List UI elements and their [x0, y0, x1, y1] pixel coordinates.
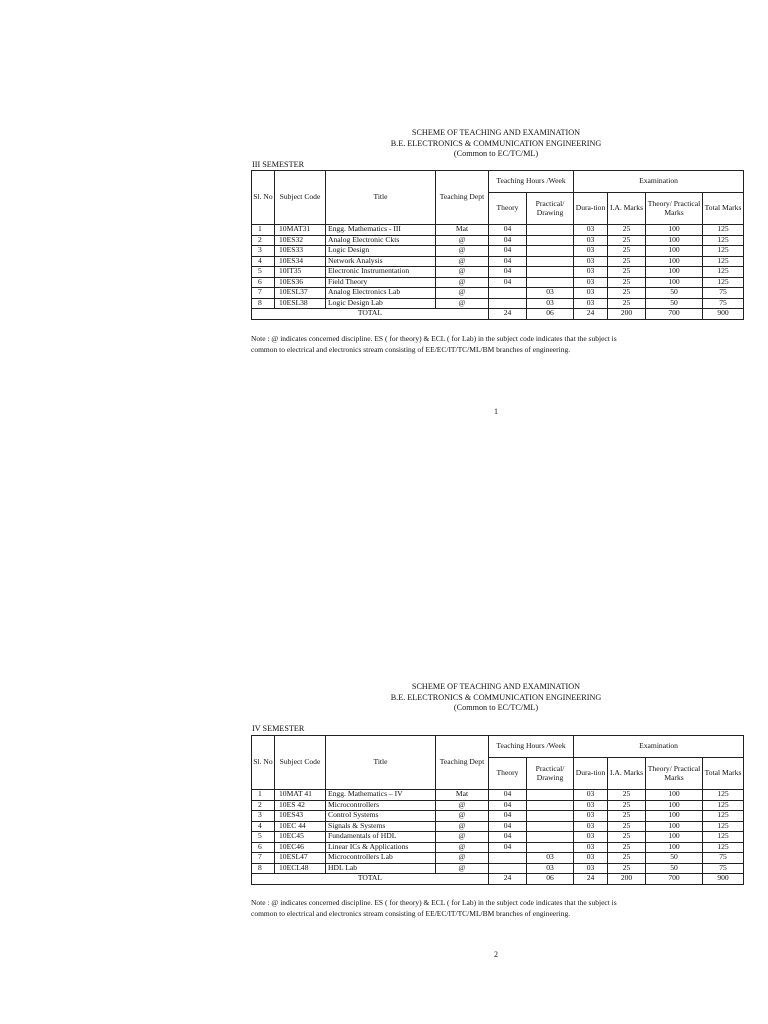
cell-duration: 03: [574, 235, 608, 246]
cell-theory-practical-marks: 100: [646, 277, 703, 288]
cell-theory-hours: 04: [489, 800, 527, 811]
cell-ia-marks: 25: [608, 225, 646, 236]
cell-title: Logic Design: [326, 246, 436, 257]
cell-title: Engg. Mathematics - III: [326, 225, 436, 236]
cell-theory-practical-marks: 50: [646, 853, 703, 864]
cell-teaching-dept: Mat: [436, 225, 489, 236]
cell-teaching-dept: @: [436, 288, 489, 299]
total-practical: 06: [527, 874, 574, 885]
cell-teaching-dept: @: [436, 235, 489, 246]
cell-theory-hours: 04: [489, 790, 527, 801]
cell-theory-hours: 04: [489, 832, 527, 843]
scheme-heading: [250, 682, 742, 714]
total-theory: 24: [489, 309, 527, 320]
cell-subject-code: 10EC45: [275, 832, 326, 843]
cell-subject-code: 10ES 42: [275, 800, 326, 811]
cell-duration: 03: [574, 267, 608, 278]
cell-title: Linear ICs & Applications: [326, 842, 436, 853]
cell-teaching-dept: @: [436, 298, 489, 309]
cell-ia-marks: 25: [608, 800, 646, 811]
cell-ia-marks: 25: [608, 267, 646, 278]
cell-duration: 03: [574, 842, 608, 853]
cell-practical-hours: [527, 267, 574, 278]
cell-total-marks: 125: [703, 821, 744, 832]
cell-theory-hours: 04: [489, 225, 527, 236]
col-sl-no: Sl. No: [252, 736, 275, 790]
cell-practical-hours: [527, 790, 574, 801]
cell-duration: 03: [574, 288, 608, 299]
table-row: [252, 863, 744, 874]
cell-subject-code: 10EC46: [275, 842, 326, 853]
cell-subject-code: 10ES33: [275, 246, 326, 257]
total-ia: 200: [608, 309, 646, 320]
total-total: 900: [703, 874, 744, 885]
cell-sl-no: 6: [252, 277, 275, 288]
total-label: TOTAL: [252, 874, 489, 885]
cell-total-marks: 75: [703, 298, 744, 309]
cell-duration: 03: [574, 863, 608, 874]
col-teaching-dept: Teaching Dept: [436, 736, 489, 790]
col-ia-marks: I.A. Marks: [608, 193, 646, 225]
cell-title: Microcontrollers Lab: [326, 853, 436, 864]
cell-duration: 03: [574, 800, 608, 811]
col-theory-practical-marks: Theory/ Practical Marks: [646, 758, 703, 790]
cell-title: Analog Electronics Lab: [326, 288, 436, 299]
table-row: [252, 288, 744, 299]
heading-line-2: B.E. ELECTRONICS & COMMUNICATION ENGINEERING: [390, 138, 602, 148]
cell-theory-hours: 04: [489, 821, 527, 832]
total-duration: 24: [574, 874, 608, 885]
cell-theory-practical-marks: 50: [646, 298, 703, 309]
cell-duration: 03: [574, 225, 608, 236]
heading-line-3: (Common to EC/TC/ML): [453, 703, 539, 712]
total-ia: 200: [608, 874, 646, 885]
cell-theory-practical-marks: 50: [646, 288, 703, 299]
cell-theory-practical-marks: 100: [646, 842, 703, 853]
cell-practical-hours: [527, 811, 574, 822]
cell-total-marks: 125: [703, 842, 744, 853]
cell-total-marks: 125: [703, 256, 744, 267]
total-total: 900: [703, 309, 744, 320]
col-theory: Theory: [489, 193, 527, 225]
col-teaching-dept: Teaching Dept: [436, 171, 489, 225]
cell-subject-code: 10ES43: [275, 811, 326, 822]
cell-subject-code: 10EC 44: [275, 821, 326, 832]
cell-teaching-dept: Mat: [436, 790, 489, 801]
cell-subject-code: 10ECL48: [275, 863, 326, 874]
cell-practical-hours: [527, 235, 574, 246]
cell-subject-code: 10IT35: [275, 267, 326, 278]
table-row: [252, 267, 744, 278]
col-examination: Examination: [574, 736, 744, 758]
total-row: [252, 874, 744, 885]
total-marks: 700: [646, 874, 703, 885]
page-number: 2: [494, 950, 498, 959]
cell-sl-no: 3: [252, 246, 275, 257]
heading-line-2: B.E. ELECTRONICS & COMMUNICATION ENGINEERING: [390, 692, 602, 702]
cell-sl-no: 5: [252, 832, 275, 843]
cell-title: Fundamentals of HDL: [326, 832, 436, 843]
cell-subject-code: 10ESL37: [275, 288, 326, 299]
cell-theory-hours: 04: [489, 842, 527, 853]
cell-ia-marks: 25: [608, 832, 646, 843]
col-teaching-hours: Teaching Hours /Week: [489, 171, 574, 193]
cell-duration: 03: [574, 790, 608, 801]
cell-theory-hours: 04: [489, 235, 527, 246]
cell-theory-hours: [489, 863, 527, 874]
cell-teaching-dept: @: [436, 277, 489, 288]
cell-subject-code: 10ESL38: [275, 298, 326, 309]
cell-subject-code: 10ES32: [275, 235, 326, 246]
cell-practical-hours: 03: [527, 863, 574, 874]
total-label: TOTAL: [252, 309, 489, 320]
col-title: Title: [326, 736, 436, 790]
cell-subject-code: 10ESL47: [275, 853, 326, 864]
cell-theory-practical-marks: 100: [646, 267, 703, 278]
cell-subject-code: 10ES34: [275, 256, 326, 267]
cell-practical-hours: [527, 842, 574, 853]
table-row: [252, 235, 744, 246]
table-row: [252, 790, 744, 801]
cell-teaching-dept: @: [436, 832, 489, 843]
table-row: [252, 256, 744, 267]
cell-sl-no: 4: [252, 821, 275, 832]
cell-total-marks: 125: [703, 790, 744, 801]
cell-duration: 03: [574, 832, 608, 843]
col-duration: Dura-tion: [574, 758, 608, 790]
cell-duration: 03: [574, 811, 608, 822]
cell-theory-hours: 04: [489, 811, 527, 822]
cell-theory-practical-marks: 100: [646, 256, 703, 267]
cell-teaching-dept: @: [436, 800, 489, 811]
cell-theory-practical-marks: 100: [646, 832, 703, 843]
cell-teaching-dept: @: [436, 853, 489, 864]
total-theory: 24: [489, 874, 527, 885]
table-row: [252, 246, 744, 257]
cell-title: Electronic Instrumentation: [326, 267, 436, 278]
cell-title: Analog Electronic Ckts: [326, 235, 436, 246]
heading-line-1: SCHEME OF TEACHING AND EXAMINATION: [411, 128, 581, 137]
cell-practical-hours: [527, 821, 574, 832]
note-line-1: Note : @ indicates concerned discipline. ES ( for theory) & ECL ( for Lab) in the subject code indicates that the subject is: [251, 334, 617, 343]
cell-practical-hours: 03: [527, 288, 574, 299]
cell-sl-no: 4: [252, 256, 275, 267]
cell-teaching-dept: @: [436, 246, 489, 257]
note-line-2: common to electrical and electronics stream consisting of EE/EC/IT/TC/ML/BM branches of engineering.: [251, 909, 571, 918]
cell-title: Signals & Systems: [326, 821, 436, 832]
cell-theory-practical-marks: 100: [646, 800, 703, 811]
cell-ia-marks: 25: [608, 842, 646, 853]
col-sl-no: Sl. No: [252, 171, 275, 225]
heading-line-1: SCHEME OF TEACHING AND EXAMINATION: [411, 682, 581, 691]
cell-ia-marks: 25: [608, 298, 646, 309]
scheme-table: [251, 170, 744, 320]
total-duration: 24: [574, 309, 608, 320]
cell-theory-hours: 04: [489, 246, 527, 257]
note-line-1: Note : @ indicates concerned discipline. ES ( for theory) & ECL ( for Lab) in the subject code indicates that the subject is: [251, 898, 617, 907]
total-practical: 06: [527, 309, 574, 320]
cell-theory-hours: [489, 298, 527, 309]
cell-teaching-dept: @: [436, 811, 489, 822]
cell-practical-hours: [527, 256, 574, 267]
table-row: [252, 853, 744, 864]
cell-practical-hours: [527, 225, 574, 236]
note: [251, 897, 746, 919]
cell-total-marks: 125: [703, 832, 744, 843]
cell-practical-hours: [527, 832, 574, 843]
page-number: 1: [494, 407, 498, 416]
cell-theory-hours: 04: [489, 277, 527, 288]
cell-theory-practical-marks: 100: [646, 790, 703, 801]
cell-subject-code: 10MAT31: [275, 225, 326, 236]
table-row: [252, 298, 744, 309]
heading-line-3: (Common to EC/TC/ML): [453, 149, 539, 158]
table-row: [252, 832, 744, 843]
cell-total-marks: 125: [703, 225, 744, 236]
cell-subject-code: 10ES36: [275, 277, 326, 288]
cell-title: Network Analysis: [326, 256, 436, 267]
cell-practical-hours: [527, 800, 574, 811]
cell-ia-marks: 25: [608, 235, 646, 246]
cell-total-marks: 125: [703, 267, 744, 278]
cell-theory-practical-marks: 100: [646, 246, 703, 257]
note: [251, 333, 746, 355]
col-teaching-hours: Teaching Hours /Week: [489, 736, 574, 758]
cell-subject-code: 10MAT 41: [275, 790, 326, 801]
cell-practical-hours: [527, 246, 574, 257]
col-examination: Examination: [574, 171, 744, 193]
cell-sl-no: 8: [252, 863, 275, 874]
table-row: [252, 225, 744, 236]
cell-title: Field Theory: [326, 277, 436, 288]
cell-theory-hours: 04: [489, 256, 527, 267]
col-total-marks: Total Marks: [703, 758, 744, 790]
cell-theory-practical-marks: 100: [646, 235, 703, 246]
cell-title: Control Systems: [326, 811, 436, 822]
cell-sl-no: 3: [252, 811, 275, 822]
cell-title: HDL Lab: [326, 863, 436, 874]
cell-total-marks: 75: [703, 863, 744, 874]
cell-ia-marks: 25: [608, 821, 646, 832]
cell-total-marks: 75: [703, 288, 744, 299]
col-practical: Practical/ Drawing: [527, 193, 574, 225]
cell-title: Engg. Mathematics – IV: [326, 790, 436, 801]
col-subject-code: Subject Code: [275, 736, 326, 790]
cell-theory-hours: [489, 853, 527, 864]
scheme-heading: [250, 128, 742, 160]
table-row: [252, 277, 744, 288]
col-duration: Dura-tion: [574, 193, 608, 225]
table-row: [252, 811, 744, 822]
cell-teaching-dept: @: [436, 267, 489, 278]
cell-ia-marks: 25: [608, 863, 646, 874]
cell-ia-marks: 25: [608, 256, 646, 267]
cell-teaching-dept: @: [436, 256, 489, 267]
cell-practical-hours: 03: [527, 853, 574, 864]
table-row: [252, 821, 744, 832]
cell-duration: 03: [574, 256, 608, 267]
cell-title: Logic Design Lab: [326, 298, 436, 309]
col-title: Title: [326, 171, 436, 225]
cell-theory-practical-marks: 100: [646, 811, 703, 822]
table-row: [252, 842, 744, 853]
cell-ia-marks: 25: [608, 853, 646, 864]
cell-ia-marks: 25: [608, 277, 646, 288]
cell-theory-hours: [489, 288, 527, 299]
col-total-marks: Total Marks: [703, 193, 744, 225]
col-theory: Theory: [489, 758, 527, 790]
cell-sl-no: 8: [252, 298, 275, 309]
semester-label: IV SEMESTER: [252, 724, 305, 733]
cell-sl-no: 1: [252, 225, 275, 236]
total-row: [252, 309, 744, 320]
cell-total-marks: 75: [703, 853, 744, 864]
cell-sl-no: 7: [252, 288, 275, 299]
cell-teaching-dept: @: [436, 863, 489, 874]
cell-ia-marks: 25: [608, 811, 646, 822]
cell-duration: 03: [574, 298, 608, 309]
cell-sl-no: 6: [252, 842, 275, 853]
table-row: [252, 800, 744, 811]
cell-theory-hours: 04: [489, 267, 527, 278]
cell-sl-no: 5: [252, 267, 275, 278]
col-practical: Practical/ Drawing: [527, 758, 574, 790]
cell-sl-no: 2: [252, 235, 275, 246]
cell-theory-practical-marks: 100: [646, 821, 703, 832]
total-marks: 700: [646, 309, 703, 320]
cell-total-marks: 125: [703, 246, 744, 257]
note-line-2: common to electrical and electronics stream consisting of EE/EC/IT/TC/ML/BM branches of engineering.: [251, 345, 571, 354]
cell-duration: 03: [574, 246, 608, 257]
col-ia-marks: I.A. Marks: [608, 758, 646, 790]
cell-sl-no: 2: [252, 800, 275, 811]
scheme-table: [251, 735, 744, 885]
cell-total-marks: 125: [703, 800, 744, 811]
cell-ia-marks: 25: [608, 288, 646, 299]
cell-theory-practical-marks: 100: [646, 225, 703, 236]
col-subject-code: Subject Code: [275, 171, 326, 225]
cell-practical-hours: 03: [527, 298, 574, 309]
cell-sl-no: 7: [252, 853, 275, 864]
cell-teaching-dept: @: [436, 842, 489, 853]
cell-theory-practical-marks: 50: [646, 863, 703, 874]
cell-ia-marks: 25: [608, 246, 646, 257]
cell-duration: 03: [574, 821, 608, 832]
cell-title: Microcontrollers: [326, 800, 436, 811]
cell-total-marks: 125: [703, 811, 744, 822]
col-theory-practical-marks: Theory/ Practical Marks: [646, 193, 703, 225]
cell-practical-hours: [527, 277, 574, 288]
cell-sl-no: 1: [252, 790, 275, 801]
cell-total-marks: 125: [703, 277, 744, 288]
cell-ia-marks: 25: [608, 790, 646, 801]
cell-total-marks: 125: [703, 235, 744, 246]
cell-duration: 03: [574, 277, 608, 288]
semester-label: III SEMESTER: [252, 160, 305, 169]
cell-teaching-dept: @: [436, 821, 489, 832]
cell-duration: 03: [574, 853, 608, 864]
